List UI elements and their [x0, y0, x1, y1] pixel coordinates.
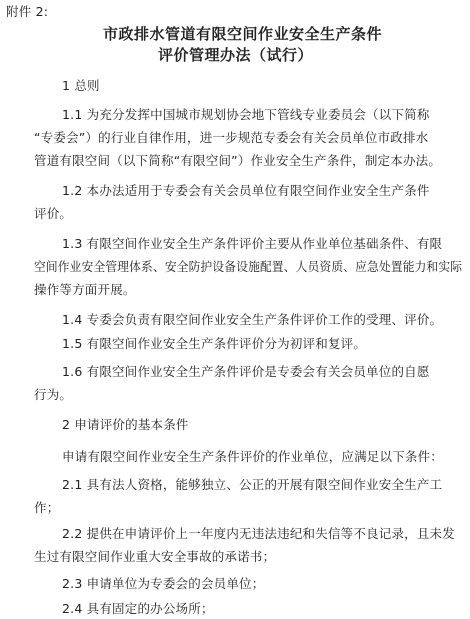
- doc-title-line-2: 评价管理办法（试行）: [158, 46, 314, 64]
- paragraph-line: 管道有限空间（以下简称“有限空间”）作业安全生产条件，制定本办法。: [34, 153, 442, 168]
- paragraph-line: 作；: [34, 500, 60, 515]
- paragraph-line: 1.3 有限空间作业安全生产条件评价主要从作业单位基础条件、有限: [62, 236, 443, 251]
- paragraph-line: 2.1 具有法人资格，能够独立、公正的开展有限空间作业安全生产工: [62, 477, 443, 492]
- doc-title-line-1: 市政排水管道有限空间作业安全生产条件: [103, 25, 383, 43]
- paragraph-line: 1.4 专委会负责有限空间作业安全生产条件评价工作的受理、评价。: [62, 312, 443, 327]
- paragraph-line: 2.2 提供在申请评价上一年度内无违法违纪和失信等不良记录，且未发: [62, 526, 455, 541]
- paragraph-line: 1.1 为充分发挥中国城市规划协会地下管线专业委员会（以下简称: [62, 107, 430, 122]
- paragraph-line: 操作等方面开展。: [34, 282, 136, 297]
- paragraph-line: 2.3 申请单位为专委会的会员单位；: [62, 576, 265, 591]
- paragraph-line: 行为。: [34, 387, 73, 402]
- paragraph-line: 1.2 本办法适用于专委会有关会员单位有限空间作业安全生产条件: [62, 183, 430, 198]
- paragraph-line: 2.4 具有固定的办公场所；: [62, 601, 214, 616]
- paragraph-line: 空间作业安全管理体系、安全防护设备设施配置、人员资质、应急处置能力和实际: [34, 259, 463, 274]
- paragraph-line: “专委会”）的行业自律作用，进一步规范专委会有关会员单位市政排水: [34, 130, 429, 145]
- attachment-label: 附件 2:: [6, 4, 49, 19]
- paragraph-line: 生过有限空间作业重大安全事故的承诺书；: [34, 549, 276, 564]
- section-heading-1: 1 总则: [62, 78, 100, 93]
- section-heading-2: 2 申请评价的基本条件: [62, 417, 189, 432]
- paragraph-line: 评价。: [34, 206, 73, 221]
- paragraph-line: 1.6 有限空间作业安全生产条件评价是专委会有关会员单位的自愿: [62, 364, 430, 379]
- paragraph-line: 申请有限空间作业安全生产条件评价的作业单位，应满足以下条件：: [62, 449, 444, 464]
- paragraph-line: 1.5 有限空间作业安全生产条件评价分为初评和复评。: [62, 336, 367, 351]
